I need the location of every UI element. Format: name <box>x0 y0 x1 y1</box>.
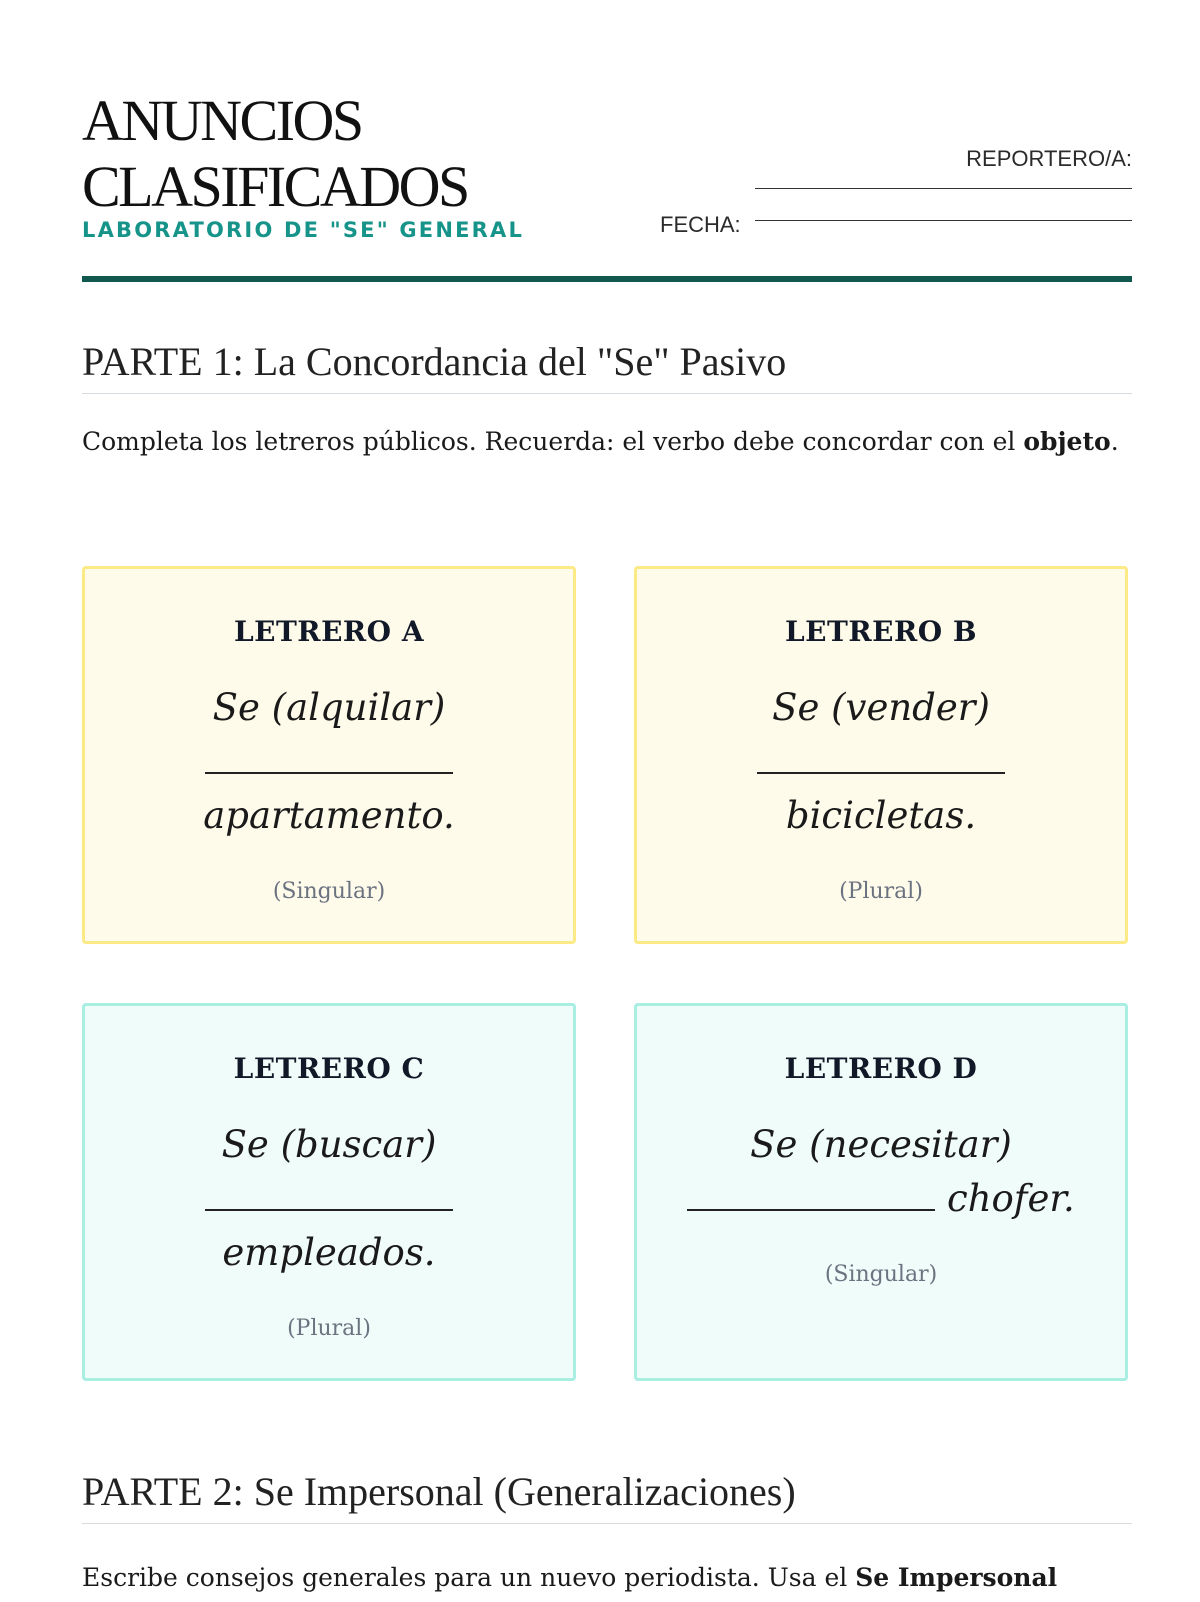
sign-title: LETRERO D <box>784 1052 978 1085</box>
sign-d <box>634 1003 1128 1381</box>
title-line-2: CLASIFICADOS <box>82 154 468 219</box>
sign-object: empleados. <box>222 1231 436 1274</box>
part2-heading: PARTE 2: Se Impersonal (Generalizaciones) <box>82 1468 1132 1524</box>
answer-blank[interactable] <box>757 738 1005 774</box>
sign-prompt: Se (buscar) <box>221 1123 437 1166</box>
sign-object: bicicletas. <box>785 794 977 837</box>
answer-blank[interactable] <box>687 1175 935 1211</box>
reporter-field[interactable] <box>755 188 1132 189</box>
sign-note: (Plural) <box>287 1316 371 1341</box>
header-divider <box>82 276 1132 282</box>
sign-text <box>115 681 543 843</box>
date-label: FECHA: <box>660 212 741 237</box>
sign-title: LETRERO A <box>233 615 425 648</box>
sign-object: apartamento. <box>203 794 455 837</box>
sign-text <box>115 1118 543 1280</box>
part1-instructions-bold: objeto <box>1023 427 1111 456</box>
part1-instructions-text: Completa los letreros públicos. Recuerda: el verbo debe concordar con el <box>82 427 1024 456</box>
sign-prompt: Se (alquilar) <box>212 686 446 729</box>
sign-b <box>634 566 1128 944</box>
part1-instructions-end: . <box>1110 427 1119 456</box>
answer-blank[interactable] <box>205 738 453 774</box>
sign-a <box>82 566 576 944</box>
part2-instructions-text: Escribe consejos generales para un nuevo periodista. Usa el <box>82 1563 856 1592</box>
sign-note: (Singular) <box>272 879 386 904</box>
sign-c <box>82 1003 576 1381</box>
title-line-1: ANUNCIOS <box>82 88 362 153</box>
sign-object: chofer. <box>946 1177 1075 1220</box>
part1-heading: PARTE 1: La Concordancia del "Se" Pasivo <box>82 338 1132 394</box>
part2-instructions <box>82 1554 1132 1602</box>
reporter-label: REPORTERO/A: <box>966 146 1132 171</box>
part1-instructions <box>82 418 1132 466</box>
page-title <box>82 88 468 220</box>
sign-text <box>667 681 1095 843</box>
page-subtitle: LABORATORIO DE "SE" GENERAL <box>82 218 525 242</box>
answer-blank[interactable] <box>205 1175 453 1211</box>
sign-title: LETRERO B <box>784 615 978 648</box>
date-field[interactable] <box>755 220 1132 221</box>
sign-prompt: Se (necesitar) <box>750 1123 1012 1166</box>
sign-note: (Plural) <box>839 879 923 904</box>
sign-text <box>647 1118 1115 1226</box>
sign-note: (Singular) <box>824 1262 938 1287</box>
part2-instructions-bold: Se Impersonal <box>855 1563 1058 1592</box>
sign-prompt: Se (vender) <box>772 686 990 729</box>
sign-title: LETRERO C <box>233 1052 425 1085</box>
header <box>82 88 1132 278</box>
